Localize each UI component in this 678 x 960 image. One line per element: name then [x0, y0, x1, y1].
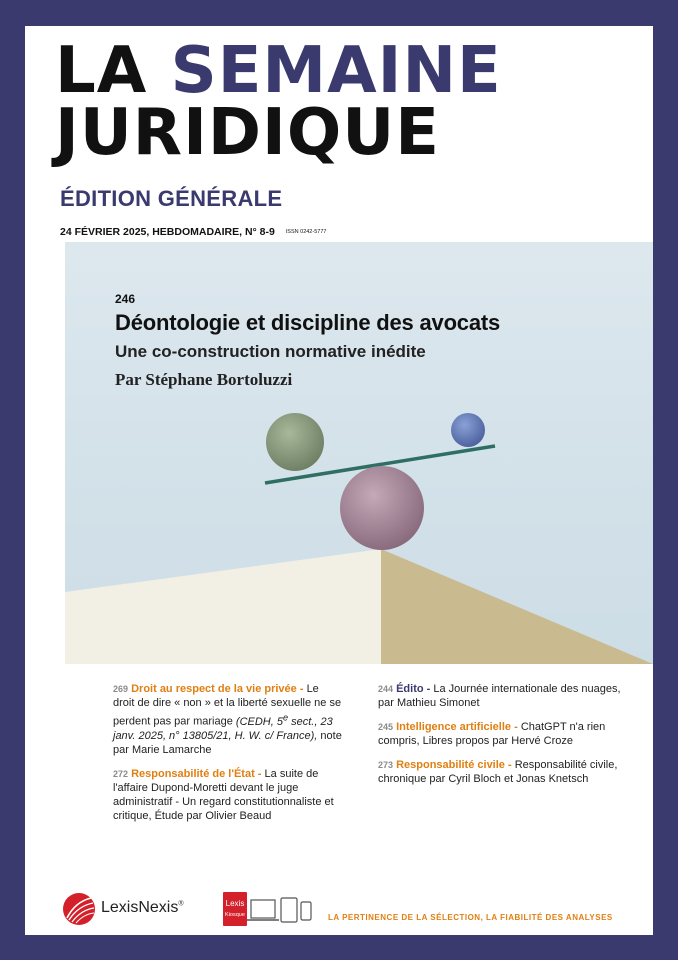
summary-entry: [378, 758, 623, 786]
lexis-kiosque-devices-icon: [223, 890, 323, 928]
summary-left: [113, 682, 343, 833]
svg-text:Kiosque: Kiosque: [225, 912, 245, 918]
entry-heading: Responsabilité civile -: [396, 759, 512, 771]
brand-name: LexisNexis®: [101, 899, 184, 916]
masthead: [55, 34, 645, 170]
cover-illustration: [65, 242, 653, 664]
entry-text: Le droit de dire « non » et la liberté sexuelle ne se perdent pas par mariage: [113, 683, 342, 728]
cream-slope: [65, 549, 381, 664]
entry-number: 269: [113, 684, 129, 694]
pink-sphere: [340, 466, 424, 550]
entry-text: La Journée internationale des nuages, par Mathieu Simonet: [378, 683, 621, 709]
summary-entry: [378, 682, 623, 710]
entry-text: La suite de l'affaire Dupond-Moretti devant le juge administratif - Un regard constitutionnaliste et critique, Étude par Olivier Beaud: [113, 767, 334, 822]
entry-number: 273: [378, 760, 394, 770]
entry-heading: Intelligence artificielle -: [396, 721, 518, 733]
masthead-juridique: JURIDIQUE: [55, 96, 440, 170]
masthead-la: LA: [55, 34, 148, 108]
entry-text: ChatGPT n'a rien compris, Libres propos par Hervé Croze: [378, 721, 606, 747]
blue-sphere: [451, 413, 485, 447]
svg-text:Lexis: Lexis: [225, 899, 245, 908]
summary-entry: [113, 767, 343, 823]
entry-reference: (CEDH, 5e sect., 23 janv. 2025, n° 13805/21, H. W. c/ France),: [113, 712, 333, 742]
tagline: LA PERTINENCE DE LA SÉLECTION, LA FIABILITÉ DES ANALYSES: [328, 913, 613, 922]
magazine-cover: [25, 26, 653, 935]
summary-entry: [113, 682, 343, 757]
lead-article-subtitle: Une co-construction normative inédite: [115, 342, 426, 361]
lexisnexis-logo-icon: [61, 892, 97, 926]
lead-article-author: Par Stéphane Bortoluzzi: [115, 370, 293, 389]
entry-number: 272: [113, 768, 129, 779]
issue-line: [60, 226, 326, 238]
entry-heading: Droit au respect de la vie privée -: [131, 683, 304, 695]
summary-entry: [378, 720, 623, 748]
summary-right: [378, 682, 623, 796]
lead-article-number: 246: [115, 292, 136, 306]
entry-heading: Édito -: [396, 683, 431, 695]
entry-heading: Responsabilité de l'État -: [131, 767, 262, 780]
lead-article: [115, 292, 635, 390]
masthead-semaine: SEMAINE: [170, 34, 502, 108]
edition-label: ÉDITION GÉNÉRALE: [60, 186, 283, 211]
issue-date: 24 FÉVRIER 2025, HEBDOMADAIRE, N° 8-9: [60, 226, 275, 238]
entry-number: 245: [378, 722, 394, 732]
entry-tail: note par Marie Lamarche: [113, 729, 342, 756]
gold-slope: [381, 549, 653, 664]
entry-text: Responsabilité civile, chronique par Cyril Bloch et Jonas Knetsch: [378, 759, 618, 785]
lead-article-title: Déontologie et discipline des avocats: [115, 310, 501, 335]
entry-number: 244: [378, 684, 394, 694]
issn: ISSN 0242-5777: [285, 229, 327, 235]
green-sphere: [266, 413, 324, 471]
